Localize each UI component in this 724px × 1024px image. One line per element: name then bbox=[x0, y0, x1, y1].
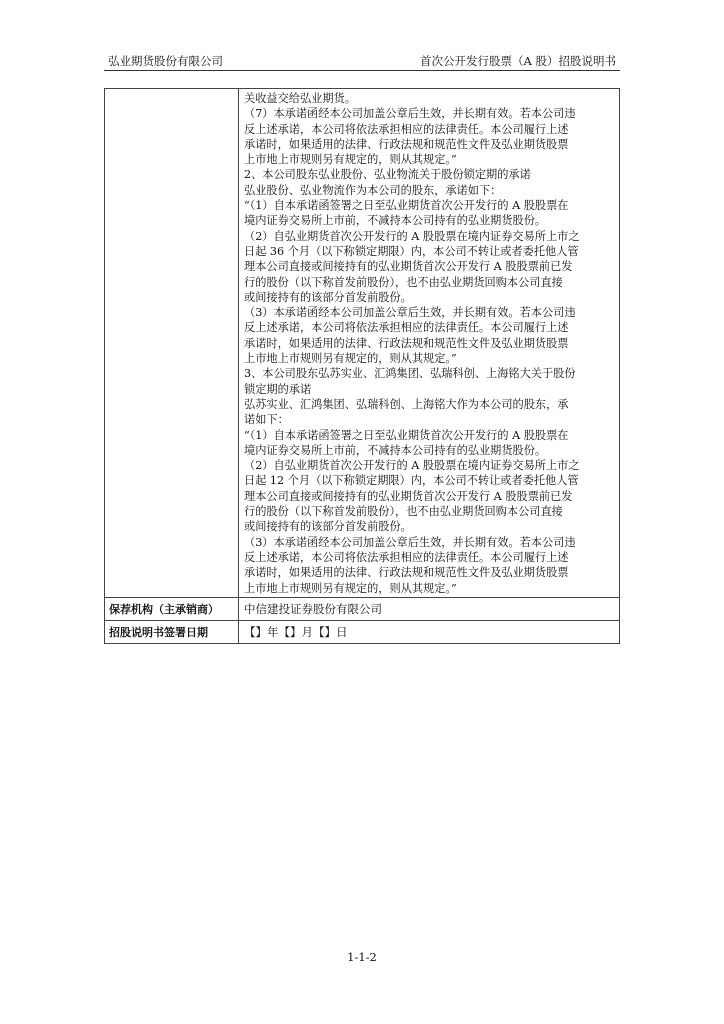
text-line: 理本公司直接或间接持有的弘业期货首次公开发行 A 股股票前已发 bbox=[244, 489, 573, 503]
header-company: 弘业期货股份有限公司 bbox=[108, 54, 223, 68]
text-line: 3、本公司股东弘苏实业、汇鸿集团、弘瑞科创、上海铭大关于股份 bbox=[244, 367, 576, 381]
text-line: 反上述承诺，本公司将依法承担相应的法律责任。本公司履行上述 bbox=[244, 550, 569, 564]
text-line: 弘苏实业、汇鸿集团、弘瑞科创、上海铭大作为本公司的股东，承 bbox=[244, 397, 569, 411]
text-line: 弘业股份、弘业物流作为本公司的股东，承诺如下： bbox=[244, 183, 502, 197]
text-line: 理本公司直接或间接持有的弘业期货首次公开发行 A 股股票前已发 bbox=[244, 260, 573, 274]
text-line: 日起 36 个月（以下称锁定期限）内，本公司不转让或者委托他人管 bbox=[244, 244, 579, 258]
text-line: 反上述承诺，本公司将依法承担相应的法律责任。本公司履行上述 bbox=[244, 321, 569, 335]
commitment-row bbox=[105, 89, 620, 598]
text-line: 承诺时，如果适用的法律、行政法规和规范性文件及弘业期货股票 bbox=[244, 566, 569, 580]
text-line: 日起 12 个月（以下称锁定期限）内，本公司不转让或者委托他人管 bbox=[244, 474, 579, 488]
text-line: 行的股份（以下称首发前股份），也不由弘业期货回购本公司直接 bbox=[244, 505, 563, 519]
text-line: 承诺时，如果适用的法律、行政法规和规范性文件及弘业期货股票 bbox=[244, 137, 569, 151]
text-line: （2）自弘业期货首次公开发行的 A 股股票在境内证券交易所上市之 bbox=[244, 459, 580, 473]
text-line: 上市地上市规则另有规定的，则从其规定。” bbox=[244, 581, 457, 595]
signing-date-row bbox=[105, 620, 620, 643]
text-line: “（1）自本承诺函签署之日至弘业期货首次公开发行的 A 股股票在 bbox=[244, 428, 569, 442]
text-line: 上市地上市规则另有规定的，则从其规定。” bbox=[244, 153, 457, 167]
text-line: 反上述承诺，本公司将依法承担相应的法律责任。本公司履行上述 bbox=[244, 122, 569, 136]
header-doc-title: 首次公开发行股票（A 股）招股说明书 bbox=[420, 54, 616, 68]
info-table bbox=[104, 88, 620, 644]
text-line: 2、本公司股东弘业股份、弘业物流关于股份锁定期的承诺 bbox=[244, 168, 531, 182]
text-line: （3）本承诺函经本公司加盖公章后生效，并长期有效。若本公司违 bbox=[244, 535, 576, 549]
text-line: 或间接持有的该部分首发前股份。 bbox=[244, 290, 412, 304]
text-line: 承诺时，如果适用的法律、行政法规和规范性文件及弘业期货股票 bbox=[244, 336, 569, 350]
text-line: 或间接持有的该部分首发前股份。 bbox=[244, 520, 412, 534]
text-line: （3）本承诺函经本公司加盖公章后生效，并长期有效。若本公司违 bbox=[244, 306, 576, 320]
text-line: 境内证券交易所上市前，不减持本公司持有的弘业期货股份。 bbox=[244, 443, 547, 457]
commitment-text-cell bbox=[239, 89, 620, 598]
sponsor-row bbox=[105, 597, 620, 620]
text-line: 锁定期的承诺 bbox=[244, 382, 312, 396]
text-line: 行的股份（以下称首发前股份），也不由弘业期货回购本公司直接 bbox=[244, 275, 563, 289]
text-line: 诺如下： bbox=[244, 413, 289, 427]
text-line: （7）本承诺函经本公司加盖公章后生效，并长期有效。若本公司违 bbox=[244, 107, 576, 121]
text-line: 境内证券交易所上市前，不减持本公司持有的弘业期货股份。 bbox=[244, 214, 547, 228]
signing-date-label: 招股说明书签署日期 bbox=[105, 620, 239, 643]
sponsor-label: 保荐机构（主承销商） bbox=[105, 597, 239, 620]
text-line: （2）自弘业期货首次公开发行的 A 股股票在境内证券交易所上市之 bbox=[244, 229, 580, 243]
text-line: 上市地上市规则另有规定的，则从其规定。” bbox=[244, 352, 457, 366]
page-number: 1-1-2 bbox=[347, 950, 377, 964]
text-line: 关收益交给弘业期货。 bbox=[244, 92, 356, 105]
commitment-label-cell bbox=[105, 89, 239, 598]
sponsor-value: 中信建投证券股份有限公司 bbox=[239, 597, 620, 620]
text-line: “（1）自本承诺函签署之日至弘业期货首次公开发行的 A 股股票在 bbox=[244, 199, 569, 213]
page-header bbox=[104, 48, 620, 71]
signing-date-value: 【】年【】月【】日 bbox=[239, 620, 620, 643]
